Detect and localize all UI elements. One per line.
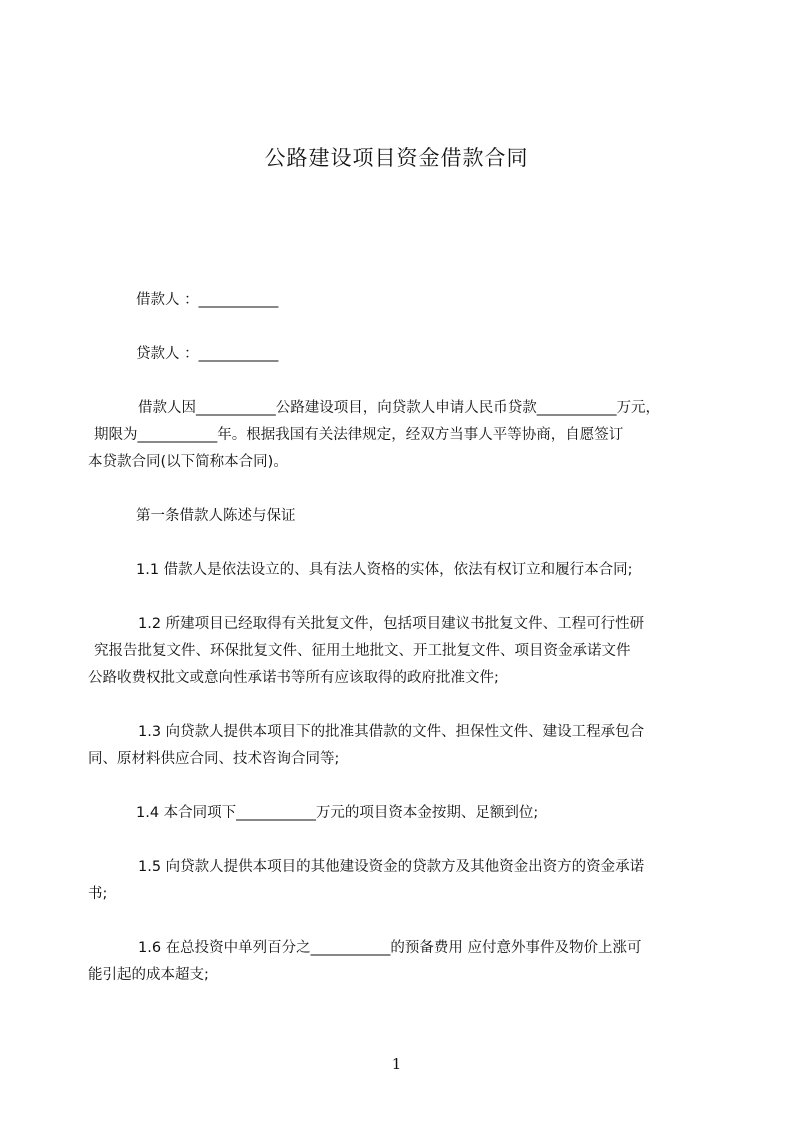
clause-1-2-line-1: 1.2 所建项目已经取得有关批复文件，包括项目建议书批复文件、工程可行性研: [138, 616, 645, 632]
borrower-line: 借款人 ：___________: [136, 292, 279, 308]
clause-1-4: 1.4 本合同项下___________万元的项目资本金按期、足额到位;: [136, 805, 539, 821]
clause-1-5-line-2: 书;: [88, 886, 108, 902]
clause-1-5-line-1: 1.5 向贷款人提供本项目的其他建设资金的贷款方及其他资金出资方的资金承诺: [138, 859, 645, 875]
intro-paragraph-line-3: 本贷款合同(以下简称本合同)。: [88, 454, 288, 470]
lender-line: 贷款人 ：___________: [136, 346, 279, 362]
article-1-heading: 第一条借款人陈述与保证: [136, 508, 296, 524]
intro-paragraph-line-1: 借款人因___________公路建设项目，向贷款人申请人民币贷款___________万元，: [138, 400, 660, 416]
clause-1-6-line-2: 能引起的成本超支;: [88, 967, 209, 983]
clause-1-2-line-2: 究报告批复文件、环保批复文件、征用土地批文、开工批复文件、项目资金承诺文件: [94, 643, 631, 659]
clause-1-3-line-1: 1.3 向贷款人提供本项目下的批准其借款的文件、担保性文件、建设工程承包合: [138, 724, 645, 740]
clause-1-2-line-3: 公路收费权批文或意向性承诺书等所有应该取得的政府批准文件;: [88, 670, 499, 686]
clause-1-1: 1.1 借款人是依法设立的、具有法人资格的实体，依法有权订立和履行本合同;: [136, 562, 633, 578]
intro-paragraph-line-2: 期限为___________年。根据我国有关法律规定，经双方当事人平等协商，自愿签订: [94, 427, 624, 443]
clause-1-6-line-1: 1.6 在总投资中单列百分之___________的预备费用 应付意外事件及物价上涨可: [138, 940, 642, 956]
clause-1-3-line-2: 同、原材料供应合同、技术咨询合同等;: [88, 751, 340, 767]
document-title: 公路建设项目资金借款合同: [264, 146, 529, 170]
page-number: 1: [391, 1055, 402, 1073]
